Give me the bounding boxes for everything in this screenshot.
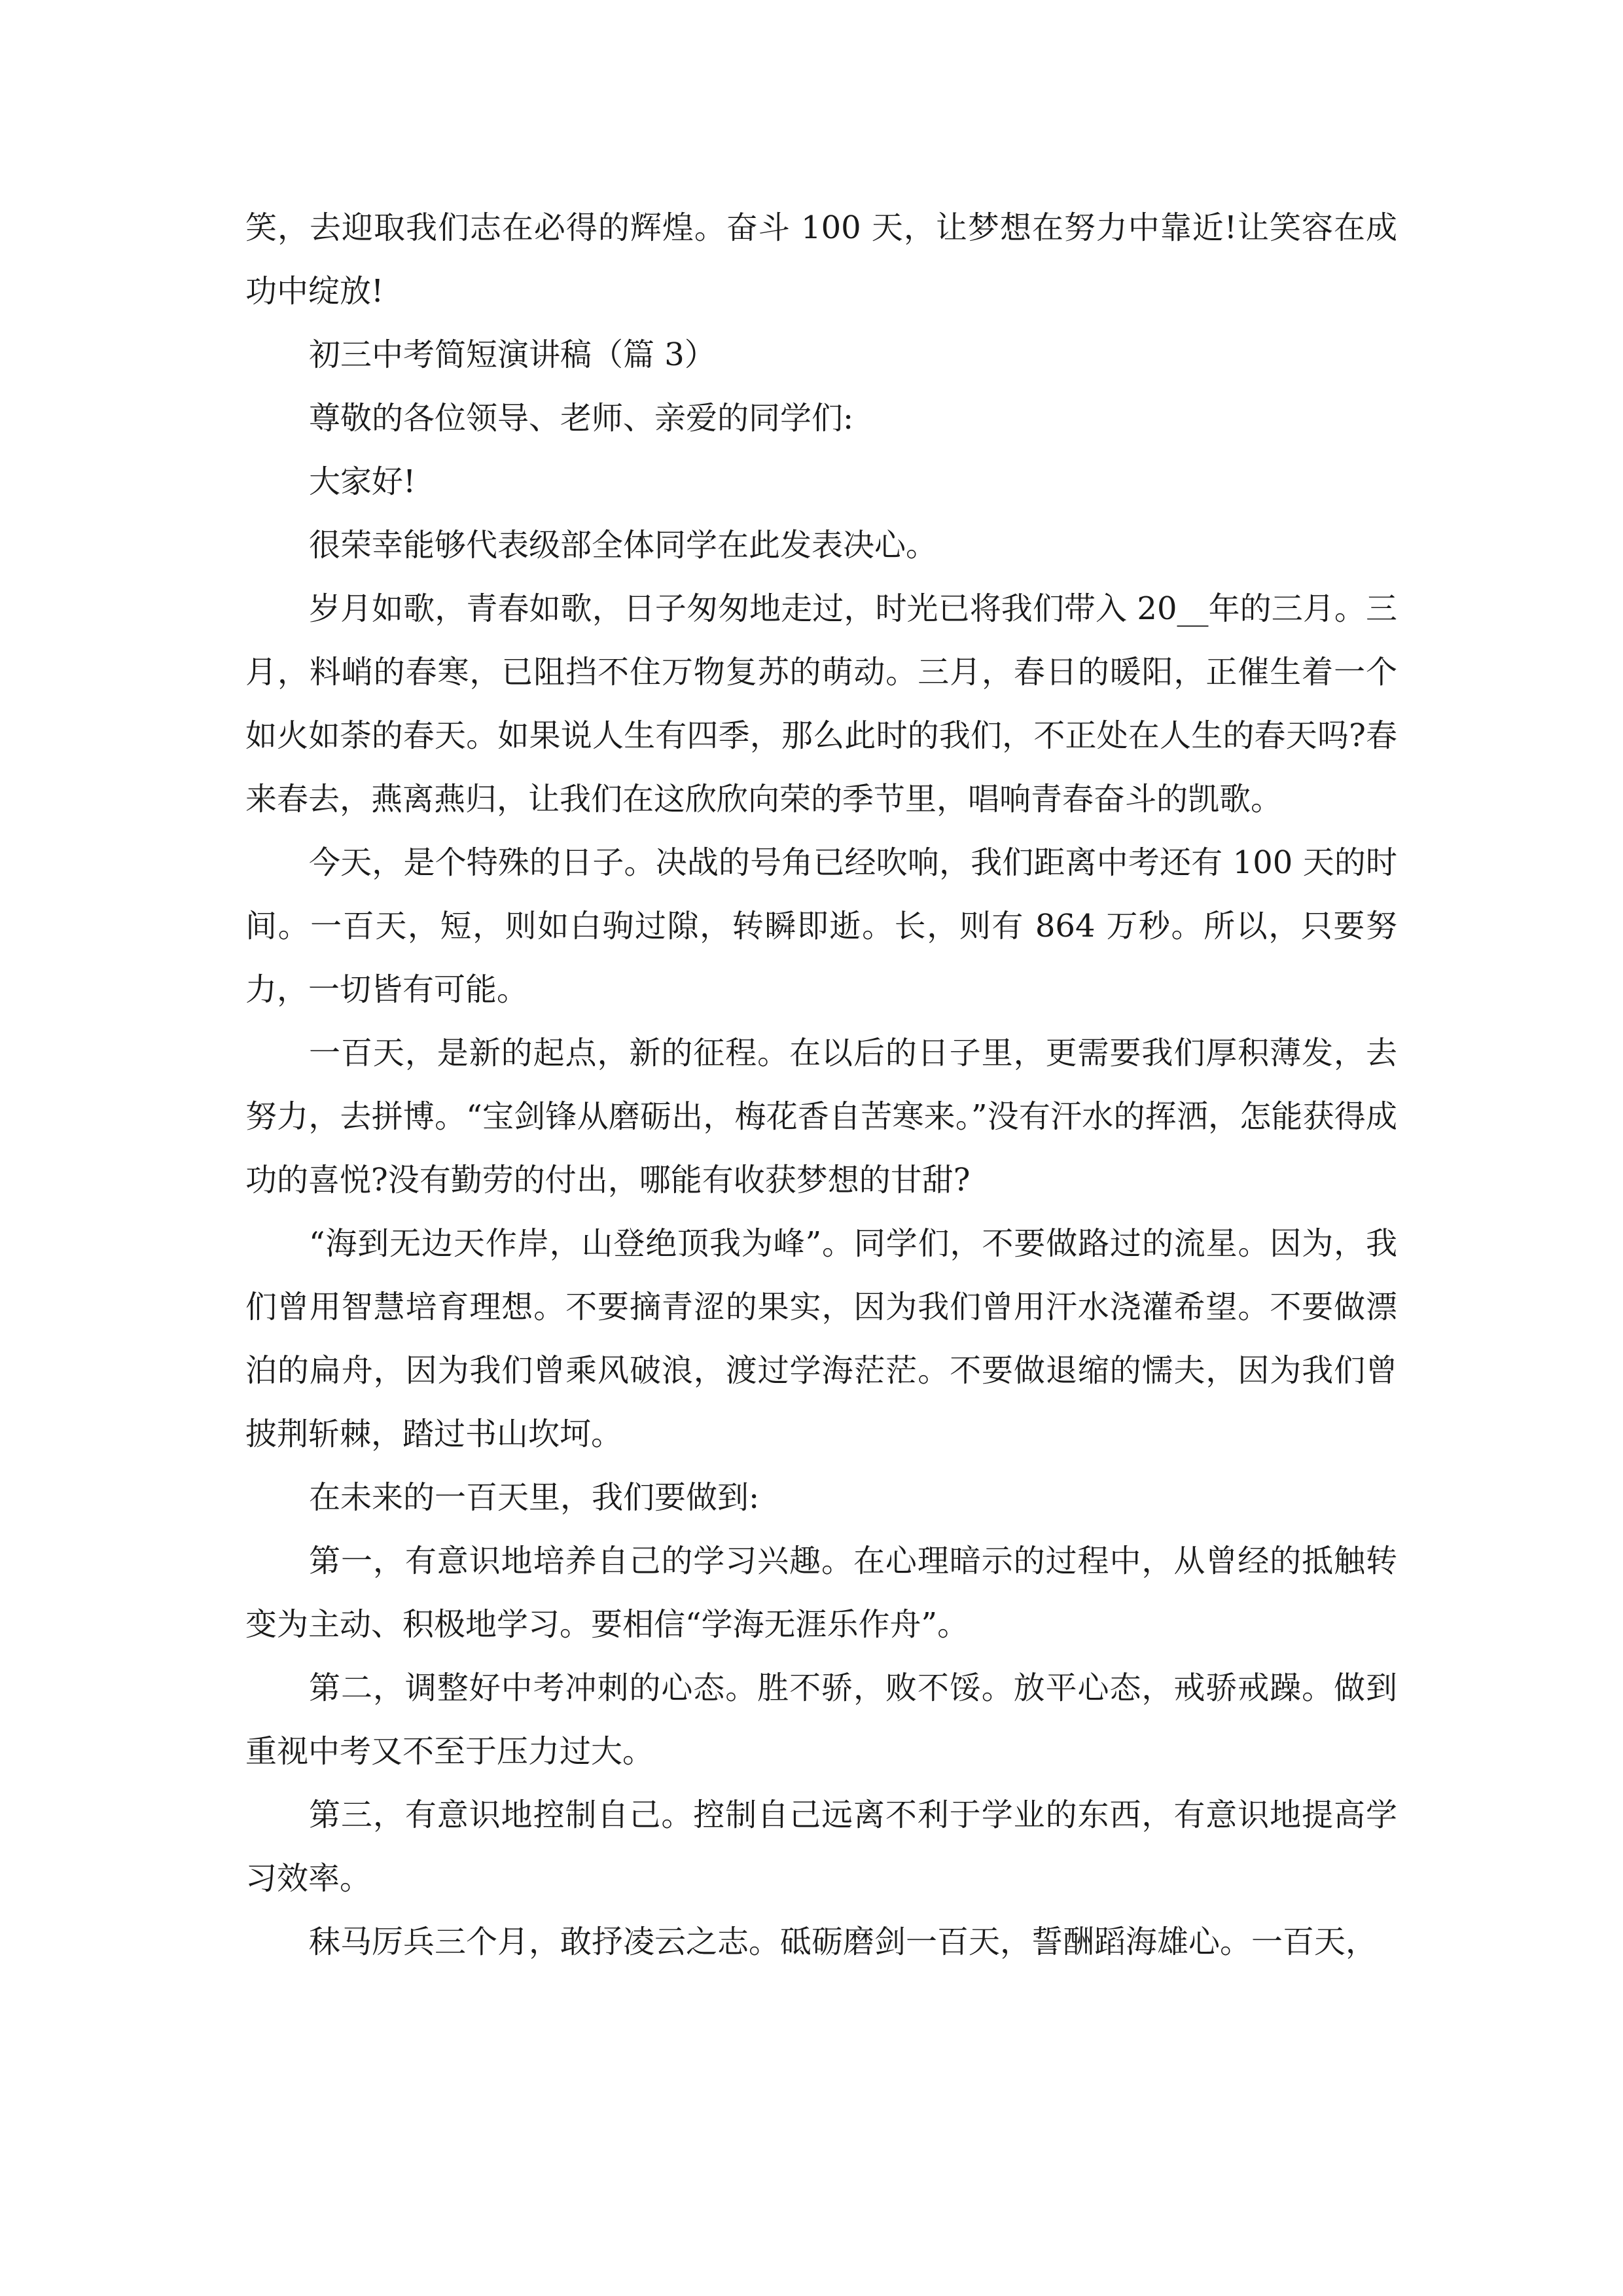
paragraph-spring: 岁月如歌，青春如歌，日子匆匆地走过，时光已将我们带入 20__年的三月。三月，料峭的春寒，已阻挡不住万物复苏的萌动。三月，春日的暖阳，正催生着一个如火如荼的春天。如果说人生有四季，那么此时的我们，不正处在人生的春天吗?春来春去，燕离燕归，让我们在这欣欣向荣的季节里，唱响青春奋斗的凯歌。	[245, 590, 1397, 817]
document-body	[245, 196, 1397, 1974]
greeting-salutation: 尊敬的各位领导、老师、亲爱的同学们:	[309, 400, 854, 437]
paragraph-first: 第一，有意识地培养自己的学习兴趣。在心理暗示的过程中，从曾经的抵触转变为主动、积极地学习。要相信“学海无涯乐作舟”。	[245, 1543, 1397, 1643]
paragraph-sea-quote: “海到无边天作岸，山登绝顶我为峰”。同学们，不要做路过的流星。因为，我们曾用智慧培育理想。不要摘青涩的果实，因为我们曾用汗水浇灌希望。不要做漂泊的扁舟，因为我们曾乘风破浪，渡过学海茫茫。不要做退缩的懦夫，因为我们曾披荆斩棘，踏过书山坎坷。	[245, 1225, 1397, 1452]
paragraph-1: 笑，去迎取我们志在必得的辉煌。奋斗 100 天，让梦想在努力中靠近!让笑容在成功中绽放!	[245, 209, 1397, 310]
paragraph-second: 第二，调整好中考冲刺的心态。胜不骄，败不馁。放平心态，戒骄戒躁。做到重视中考又不至于压力过大。	[245, 1670, 1397, 1770]
paragraph-intro: 很荣幸能够代表级部全体同学在此发表决心。	[309, 527, 938, 564]
paragraph-plan-heading: 在未来的一百天里，我们要做到:	[309, 1479, 760, 1516]
paragraph-today: 今天，是个特殊的日子。决战的号角已经吹响，我们距离中考还有 100 天的时间。一百天，短，则如白驹过隙，转瞬即逝。长，则有 864 万秒。所以，只要努力，一切皆有可能。	[245, 844, 1397, 1008]
paragraph-new-start: 一百天，是新的起点，新的征程。在以后的日子里，更需要我们厚积薄发，去努力，去拼博。“宝剑锋从磨砺出，梅花香自苦寒来。”没有汗水的挥洒，怎能获得成功的喜悦?没有勤劳的付出，哪能有收获梦想的甘甜?	[245, 1035, 1397, 1198]
paragraph-third: 第三，有意识地控制自己。控制自己远离不利于学业的东西，有意识地提高学习效率。	[245, 1797, 1397, 1897]
section-title: 初三中考简短演讲稿（篇 3）	[309, 336, 716, 373]
paragraph-closing: 秣马厉兵三个月，敢抒凌云之志。砥砺磨剑一百天，誓酬蹈海雄心。一百天，	[309, 1924, 1378, 1960]
greeting-hello: 大家好!	[309, 463, 416, 500]
